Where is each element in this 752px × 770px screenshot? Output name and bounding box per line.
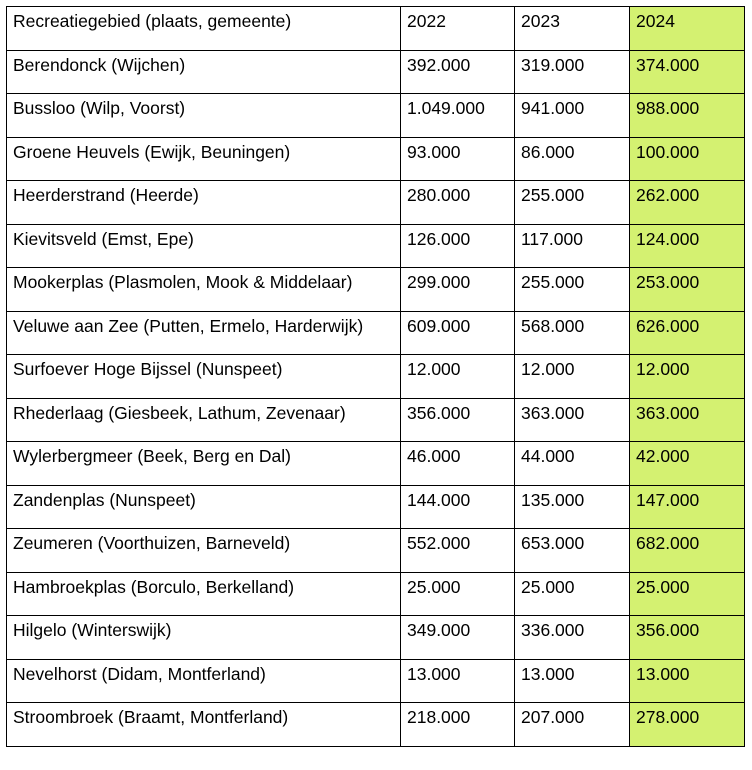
area-name-cell: Mookerplas (Plasmolen, Mook & Middelaar) <box>7 268 401 312</box>
area-name-cell: Zeumeren (Voorthuizen, Barneveld) <box>7 529 401 573</box>
area-name-cell: Heerderstrand (Heerde) <box>7 181 401 225</box>
header-2024-cell: 2024 <box>630 7 745 51</box>
visitors-2024-cell: 147.000 <box>630 485 745 529</box>
table-row <box>7 616 745 660</box>
visitors-2024-cell: 262.000 <box>630 181 745 225</box>
visitors-2022-cell: 280.000 <box>401 181 515 225</box>
header-2022-cell: 2022 <box>401 7 515 51</box>
table-row <box>7 355 745 399</box>
table-row <box>7 529 745 573</box>
visitors-2023-cell: 319.000 <box>515 50 630 94</box>
visitors-2024-cell: 363.000 <box>630 398 745 442</box>
visitor-table <box>6 6 745 747</box>
visitors-2024-cell: 278.000 <box>630 703 745 747</box>
visitors-2022-cell: 12.000 <box>401 355 515 399</box>
header-row <box>7 7 745 51</box>
visitors-2022-cell: 299.000 <box>401 268 515 312</box>
visitors-2023-cell: 255.000 <box>515 181 630 225</box>
visitors-2022-cell: 218.000 <box>401 703 515 747</box>
visitors-2023-cell: 255.000 <box>515 268 630 312</box>
visitors-2023-cell: 117.000 <box>515 224 630 268</box>
visitors-2024-cell: 100.000 <box>630 137 745 181</box>
area-name-cell: Groene Heuvels (Ewijk, Beuningen) <box>7 137 401 181</box>
visitors-2023-cell: 135.000 <box>515 485 630 529</box>
table-row <box>7 398 745 442</box>
visitors-2024-cell: 682.000 <box>630 529 745 573</box>
visitors-2023-cell: 336.000 <box>515 616 630 660</box>
header-name-cell: Recreatiegebied (plaats, gemeente) <box>7 7 401 51</box>
visitors-2022-cell: 93.000 <box>401 137 515 181</box>
visitors-2024-cell: 626.000 <box>630 311 745 355</box>
visitors-2022-cell: 349.000 <box>401 616 515 660</box>
area-name-cell: Hambroekplas (Borculo, Berkelland) <box>7 572 401 616</box>
table-row <box>7 50 745 94</box>
area-name-cell: Stroombroek (Braamt, Montferland) <box>7 703 401 747</box>
table-row <box>7 94 745 138</box>
visitors-2023-cell: 941.000 <box>515 94 630 138</box>
visitors-2022-cell: 609.000 <box>401 311 515 355</box>
visitors-2024-cell: 25.000 <box>630 572 745 616</box>
table-row <box>7 311 745 355</box>
visitors-2023-cell: 86.000 <box>515 137 630 181</box>
table-row <box>7 442 745 486</box>
visitors-2022-cell: 356.000 <box>401 398 515 442</box>
table-row <box>7 137 745 181</box>
visitors-2022-cell: 392.000 <box>401 50 515 94</box>
area-name-cell: Bussloo (Wilp, Voorst) <box>7 94 401 138</box>
visitor-table-body <box>7 7 745 747</box>
area-name-cell: Surfoever Hoge Bijssel (Nunspeet) <box>7 355 401 399</box>
table-row <box>7 224 745 268</box>
visitors-2024-cell: 13.000 <box>630 659 745 703</box>
visitors-2024-cell: 124.000 <box>630 224 745 268</box>
visitors-2022-cell: 552.000 <box>401 529 515 573</box>
table-row <box>7 268 745 312</box>
visitors-2022-cell: 46.000 <box>401 442 515 486</box>
table-row <box>7 485 745 529</box>
visitors-2024-cell: 988.000 <box>630 94 745 138</box>
visitors-2023-cell: 653.000 <box>515 529 630 573</box>
area-name-cell: Veluwe aan Zee (Putten, Ermelo, Harderwijk) <box>7 311 401 355</box>
table-row <box>7 703 745 747</box>
table-row <box>7 181 745 225</box>
visitors-2022-cell: 144.000 <box>401 485 515 529</box>
area-name-cell: Kievitsveld (Emst, Epe) <box>7 224 401 268</box>
visitors-2022-cell: 25.000 <box>401 572 515 616</box>
visitors-2023-cell: 13.000 <box>515 659 630 703</box>
table-row <box>7 659 745 703</box>
area-name-cell: Hilgelo (Winterswijk) <box>7 616 401 660</box>
visitors-2024-cell: 253.000 <box>630 268 745 312</box>
visitors-2022-cell: 13.000 <box>401 659 515 703</box>
visitors-2022-cell: 1.049.000 <box>401 94 515 138</box>
visitors-2022-cell: 126.000 <box>401 224 515 268</box>
visitors-2023-cell: 207.000 <box>515 703 630 747</box>
visitors-2023-cell: 568.000 <box>515 311 630 355</box>
visitors-2023-cell: 363.000 <box>515 398 630 442</box>
visitors-2024-cell: 42.000 <box>630 442 745 486</box>
visitors-2023-cell: 44.000 <box>515 442 630 486</box>
visitors-2023-cell: 25.000 <box>515 572 630 616</box>
visitors-2024-cell: 12.000 <box>630 355 745 399</box>
visitors-2024-cell: 374.000 <box>630 50 745 94</box>
area-name-cell: Nevelhorst (Didam, Montferland) <box>7 659 401 703</box>
visitors-2024-cell: 356.000 <box>630 616 745 660</box>
table-row <box>7 572 745 616</box>
area-name-cell: Wylerbergmeer (Beek, Berg en Dal) <box>7 442 401 486</box>
area-name-cell: Berendonck (Wijchen) <box>7 50 401 94</box>
header-2023-cell: 2023 <box>515 7 630 51</box>
visitors-2023-cell: 12.000 <box>515 355 630 399</box>
area-name-cell: Rhederlaag (Giesbeek, Lathum, Zevenaar) <box>7 398 401 442</box>
area-name-cell: Zandenplas (Nunspeet) <box>7 485 401 529</box>
